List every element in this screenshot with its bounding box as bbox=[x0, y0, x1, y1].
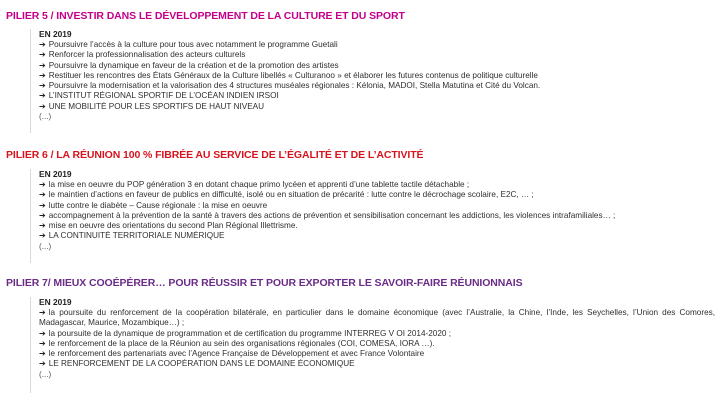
arrow-right-icon: ➔ bbox=[39, 210, 46, 220]
ellipsis-text: (...) bbox=[39, 112, 52, 122]
arrow-right-icon: ➔ bbox=[39, 200, 46, 210]
arrow-right-icon: ➔ bbox=[39, 190, 46, 200]
year-label: EN 2019 bbox=[39, 29, 72, 39]
arrow-right-icon: ➔ bbox=[39, 180, 46, 189]
pilier-7-list bbox=[30, 297, 719, 393]
pilier-5-title: PILIER 5 / INVESTIR DANS LE DÉVELOPPEMENT DE LA CULTURE ET DU SPORT bbox=[6, 10, 405, 22]
list-item: ➔ la mise en oeuvre du POP génération 3 en dotant chaque primo lycéen et apprenti d’une tablette tactile détachable ; bbox=[39, 180, 470, 189]
pilier-6-list bbox=[30, 169, 719, 263]
year-label: EN 2019 bbox=[39, 169, 72, 179]
list-item: ➔ LE RENFORCEMENT DE LA COOPÉRATION DANS LE DOMAINE ÉCONOMIQUE bbox=[39, 359, 355, 369]
arrow-right-icon: ➔ bbox=[39, 40, 46, 49]
list-item: ➔ le renforcement des partenariats avec l’Agence Française de Développement et avec France Volontaire bbox=[39, 349, 425, 359]
list-item: ➔ lutte contre le diabète – Cause régionale : la mise en oeuvre bbox=[39, 200, 268, 210]
pilier-5-list bbox=[30, 29, 719, 133]
pilier-6-title: PILIER 6 / LA RÉUNION 100 % FIBRÉE AU SERVICE DE L’ÉGALITÉ ET DE L’ACTIVITÉ bbox=[6, 149, 424, 161]
arrow-right-icon: ➔ bbox=[39, 349, 46, 359]
arrow-right-icon: ➔ bbox=[39, 101, 46, 111]
arrow-right-icon: ➔ bbox=[39, 338, 46, 348]
arrow-right-icon: ➔ bbox=[39, 359, 46, 369]
arrow-right-icon: ➔ bbox=[39, 70, 46, 80]
arrow-right-icon: ➔ bbox=[39, 221, 46, 231]
list-item: ➔ le maintien d’actions en faveur de publics en difficulté, isolé ou en situation de précarité : lutte contre le décrochage scolaire, E2C, … ; bbox=[39, 190, 534, 200]
list-item: ➔ la poursuite de la dynamique de programmation et de certification du programme INTERREG V OI 2014-2020 ; bbox=[39, 328, 452, 338]
list-item: ➔ le renforcement de la place de la Réunion au sein des organisations régionales (COI, COMESA, IORA …). bbox=[39, 338, 435, 348]
list-item: ➔ accompagnement à la prévention de la santé à travers des actions de prévention et sensibilisation concernant les addictions, les violences intrafamiliales… ; bbox=[39, 210, 616, 220]
list-item: ➔ Poursuivre la dynamique en faveur de la création et de la promotion des artistes bbox=[39, 60, 339, 70]
arrow-right-icon: ➔ bbox=[39, 231, 46, 241]
arrow-right-icon: ➔ bbox=[39, 328, 46, 338]
list-item: ➔ L’INSTITUT RÉGIONAL SPORTIF DE L’OCÉAN INDIEN IRSOI bbox=[39, 91, 279, 101]
list-item: ➔ mise en oeuvre des orientations du second Plan Régional Illettrisme. bbox=[39, 221, 298, 231]
list-item: ➔ Poursuivre l’accès à la culture pour tous avec notamment le programme Guetali bbox=[39, 40, 338, 49]
list-item: ➔ Restituer les rencontres des États Généraux de la Culture libellés « Culturanoo » et élaborer les futures contenus de politique culturelle bbox=[39, 70, 538, 80]
list-item: ➔ Renforcer la professionnalisation des acteurs culturels bbox=[39, 50, 246, 60]
arrow-right-icon: ➔ bbox=[39, 91, 46, 101]
list-item: ➔ Poursuivre la modernisation et la valorisation des 4 structures muséales régionales : Kélonia, MADOI, Stella Matutina et Cité du Volcan. bbox=[39, 81, 541, 91]
arrow-right-icon: ➔ bbox=[39, 50, 46, 60]
list-item: ➔ UNE MOBILITÉ POUR LES SPORTIFS DE HAUT NIVEAU bbox=[39, 101, 265, 111]
year-label: EN 2019 bbox=[39, 297, 72, 307]
arrow-right-icon: ➔ bbox=[39, 81, 46, 91]
arrow-right-icon: ➔ bbox=[39, 60, 46, 70]
arrow-right-icon: ➔ bbox=[39, 308, 46, 317]
ellipsis-text: (...) bbox=[39, 369, 52, 379]
pilier-7-title: PILIER 7/ MIEUX COOÉPÉRER… POUR RÉUSSIR ET POUR EXPORTER LE SAVOIR-FAIRE RÉUNIONNAIS bbox=[6, 277, 523, 289]
ellipsis-text: (...) bbox=[39, 241, 52, 251]
list-item: ➔ la poursuite du renforcement de la coopération bilatérale, en particulier dans le domaine économique (avec l’Australie, la Chine, l’Inde, les Seychelles, l’Union des Comores, Madagascar, Maurice, Mozambique…) ; bbox=[39, 308, 715, 328]
list-item: ➔ LA CONTINUITÉ TERRITORIALE NUMÉRIQUE bbox=[39, 231, 225, 241]
